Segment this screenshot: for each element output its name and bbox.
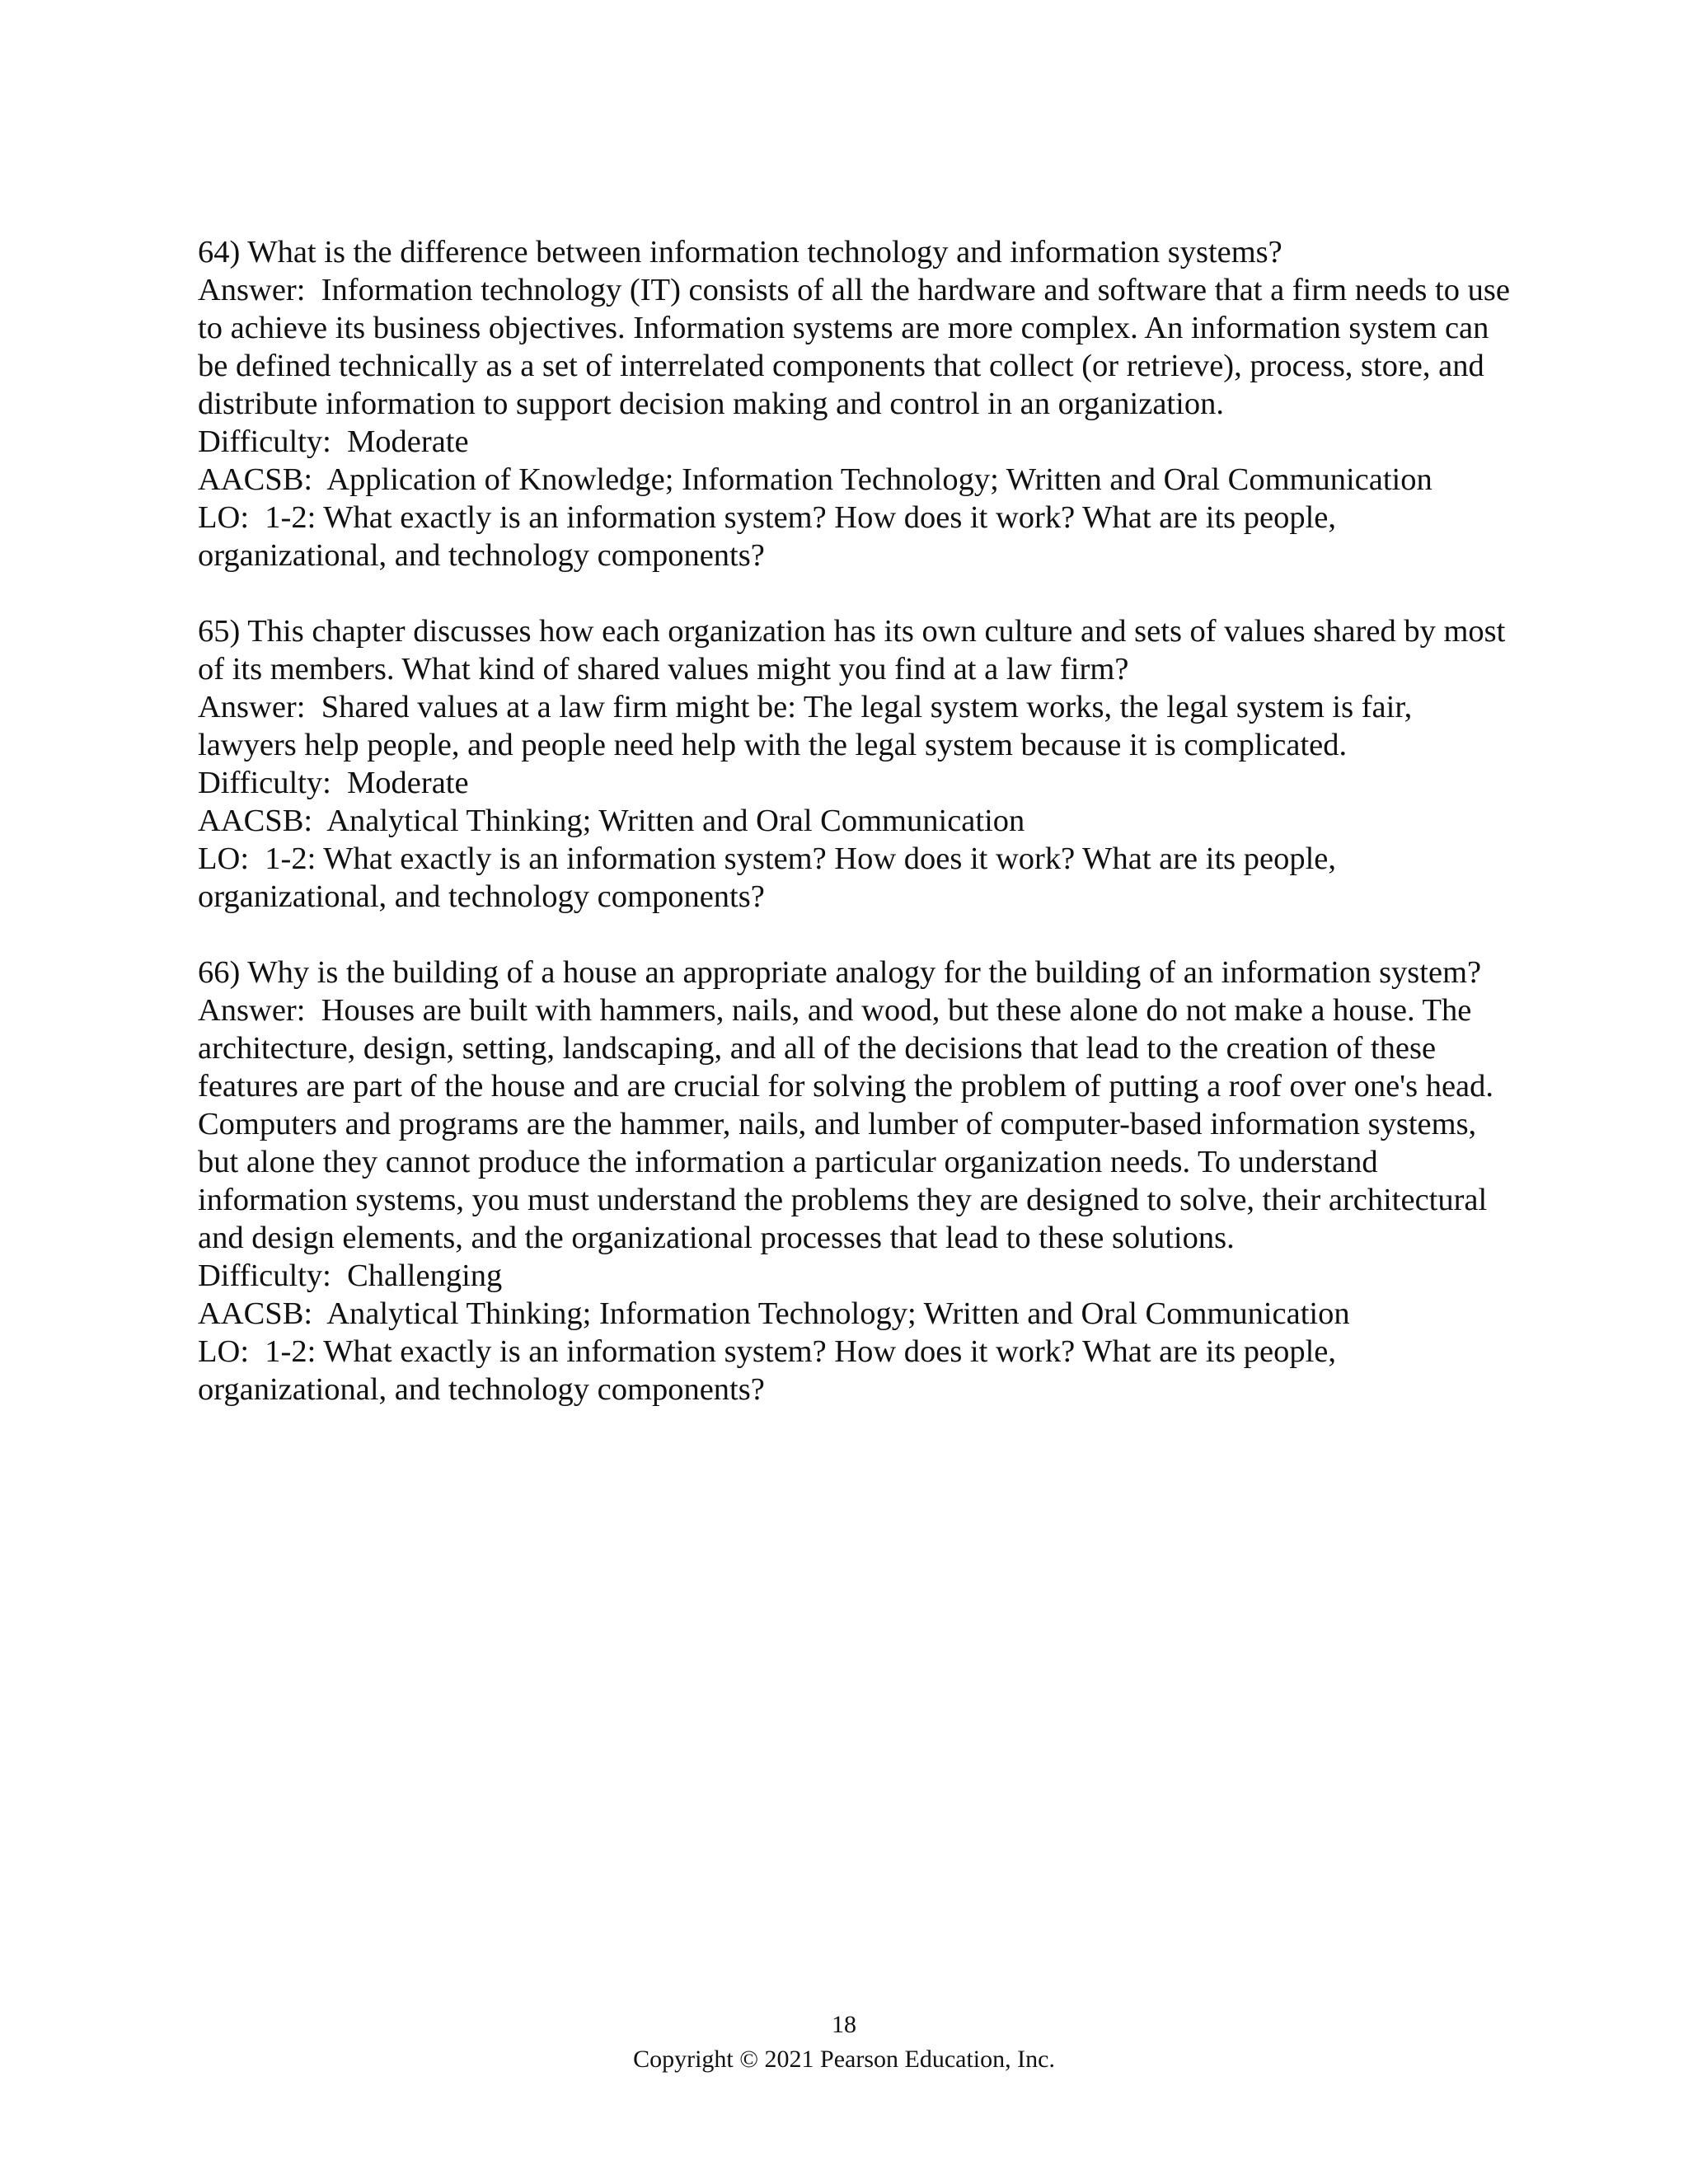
question-66 bbox=[198, 954, 1517, 1408]
question-text: 64) What is the difference between information technology and information systems? bbox=[198, 235, 1282, 269]
answer-text: Answer: Information technology (IT) consists of all the hardware and software that a firm needs to use to achieve its business objectives. Information systems are more complex. An information system can be defined technically as a set of interrelated components that collect (or retrieve), process, store, and distribute information to support decision making and control in an organization. bbox=[198, 273, 1518, 421]
question-text: 65) This chapter discusses how each organization has its own culture and sets of values shared by most of its members. What kind of shared values might you find at a law firm? bbox=[198, 614, 1513, 687]
aacsb-text: AACSB: Analytical Thinking; Written and Oral Communication bbox=[198, 804, 1025, 838]
lo-text: LO: 1-2: What exactly is an information system? How does it work? What are its people, organizational, and technology components? bbox=[198, 500, 1344, 573]
question-65 bbox=[198, 612, 1517, 916]
copyright-notice: Copyright © 2021 Pearson Education, Inc. bbox=[633, 2046, 1055, 2073]
answer-text: Answer: Houses are built with hammers, nails, and wood, but these alone do not make a house. The architecture, design, setting, landscaping, and all of the decisions that lead to the creation of these features are part of the house and are crucial for solving the problem of putting a roof over one's head. Computers and programs are the hammer, nails, and lumber of computer-based information systems, but alone they cannot produce the information a particular organization needs. To understand information systems, you must understand the problems they are designed to solve, their architectural and design elements, and the organizational processes that lead to these solutions. bbox=[198, 993, 1502, 1255]
aacsb-text: AACSB: Application of Knowledge; Information Technology; Written and Oral Communication bbox=[198, 462, 1432, 497]
question-64 bbox=[198, 233, 1517, 574]
answer-text: Answer: Shared values at a law firm might be: The legal system works, the legal system is fair, lawyers help people, and people need help with the legal system because it is complicated. bbox=[198, 690, 1420, 762]
document-body bbox=[198, 233, 1517, 1446]
difficulty-text: Difficulty: Moderate bbox=[198, 766, 469, 800]
difficulty-text: Difficulty: Challenging bbox=[198, 1258, 503, 1293]
lo-text: LO: 1-2: What exactly is an information system? How does it work? What are its people, organizational, and technology components? bbox=[198, 1334, 1344, 1407]
lo-text: LO: 1-2: What exactly is an information system? How does it work? What are its people, organizational, and technology components? bbox=[198, 841, 1344, 914]
aacsb-text: AACSB: Analytical Thinking; Information Technology; Written and Oral Communication bbox=[198, 1296, 1350, 1331]
difficulty-text: Difficulty: Moderate bbox=[198, 424, 469, 459]
page-number: 18 bbox=[832, 2011, 856, 2038]
question-text: 66) Why is the building of a house an appropriate analogy for the building of an information system? bbox=[198, 955, 1482, 990]
